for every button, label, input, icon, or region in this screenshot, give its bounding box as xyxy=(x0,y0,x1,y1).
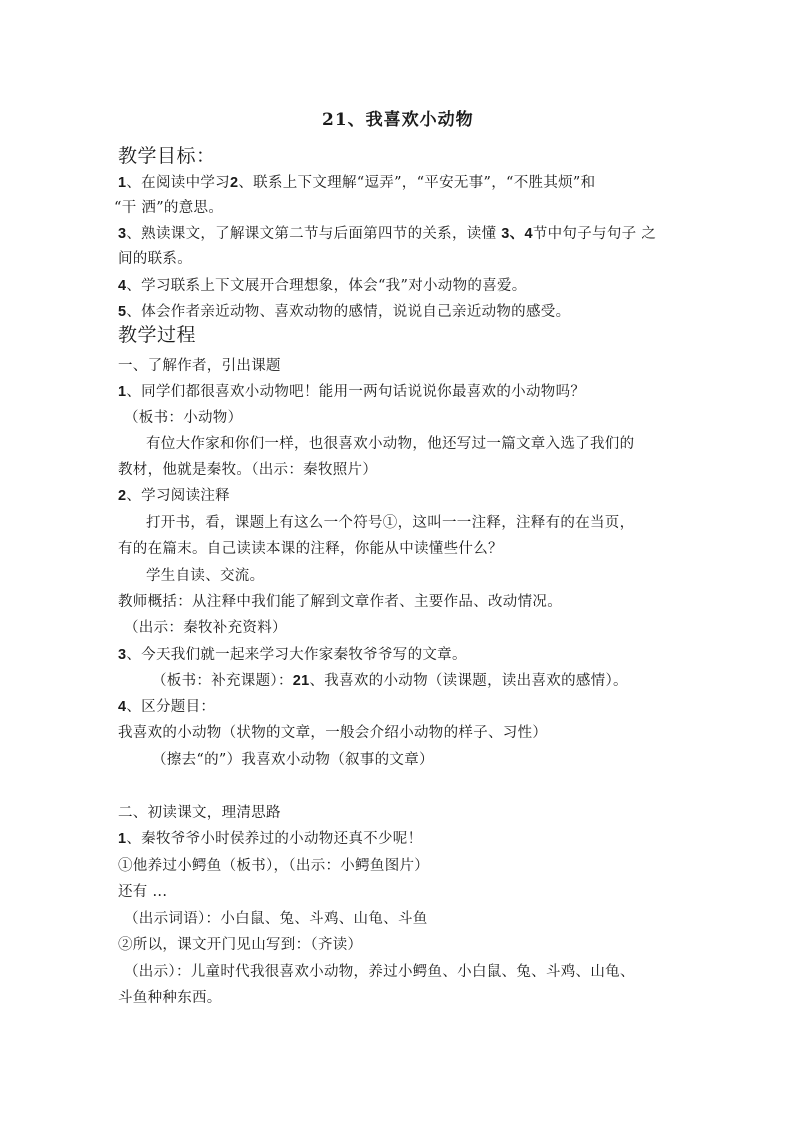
goal-text: 、体会作者亲近动物、喜欢动物的感情，说说自己亲近动物的感受。 xyxy=(126,304,571,320)
step-text: 、今天我们就一起来学习大作家秦牧爷爷写的文章。 xyxy=(126,647,467,663)
step-text: 、同学们都很喜欢小动物吧！能用一两句话说说你最喜欢的小动物吗？ xyxy=(126,384,586,400)
paragraph-line: 斗鱼种种东西。 xyxy=(118,990,222,1006)
goal-text: 、学习联系上下文展开合理想象，体会“我”对小动物的喜爱。 xyxy=(126,278,527,294)
blackboard-note: （板书：小动物） xyxy=(124,410,243,426)
goal-4 xyxy=(118,276,527,296)
goal-3-continued: 间的联系。 xyxy=(118,251,192,267)
section-1-line xyxy=(118,486,230,506)
paragraph-line: 教材，他就是秦牧。（出示：秦牧照片） xyxy=(118,462,378,478)
step-text: 、秦牧爷爷小时侯养过的小动物还真不少呢！ xyxy=(126,831,423,847)
lesson-title: 21、我喜欢小动物 xyxy=(322,110,474,130)
paragraph-line: 教师概括：从注释中我们能了解到文章作者、主要作品、改动情况。 xyxy=(118,594,562,610)
note-text: （板书：补充课题）： xyxy=(152,673,293,689)
goals-heading: 教学目标： xyxy=(118,145,216,167)
paragraph-line: ②所以，课文开门见山写到：（齐读） xyxy=(118,937,363,953)
paragraph-line: 有的在篇末。自己读读本课的注释，你能从中读懂些什么？ xyxy=(118,541,503,557)
paragraph-line: 学生自读、交流。 xyxy=(146,568,265,584)
paragraph-line: 打开书，看，课题上有这么一个符号①，这叫一一注释，注释有的在当页， xyxy=(146,515,635,531)
section-2-title: 二、初读课文，理清思路 xyxy=(118,805,281,821)
display-note: （出示：秦牧补充资料） xyxy=(124,620,287,636)
note-text: 、我喜欢的小动物（读课题，读出喜欢的感情）。 xyxy=(309,673,628,689)
paragraph-line: 有位大作家和你们一样，也很喜欢小动物，他还写过一篇文章入选了我们的 xyxy=(146,436,635,452)
step-number: 1 xyxy=(118,831,127,847)
paragraph-line: （擦去“的”）我喜欢小动物（叙事的文章） xyxy=(152,752,434,768)
step-number: 4 xyxy=(118,699,127,715)
goal-1 xyxy=(118,173,595,193)
display-note: （出示）：儿童时代我很喜欢小动物，养过小鳄鱼、小白鼠、兔、斗鸡、山龟、 xyxy=(124,964,635,980)
section-1-line xyxy=(118,645,467,665)
section-1-title: 一、了解作者，引出课题 xyxy=(118,358,281,374)
section-2-line xyxy=(118,829,422,849)
goal-number: 1 xyxy=(118,175,127,191)
section-1-line xyxy=(118,382,585,402)
goal-number: 4 xyxy=(118,278,127,294)
goal-text: 、熟读课文，了解课文第二节与后面第四节的关系，读懂 xyxy=(126,226,502,242)
goal-5 xyxy=(118,302,570,322)
goal-number: 3 xyxy=(118,226,127,242)
goal-text: 、联系上下文理解“逗弄”，“平安无事”，“不胜其烦”和 xyxy=(238,175,596,191)
paragraph-line: ①他养过小鳄鱼（板书），（出示：小鳄鱼图片） xyxy=(118,858,430,874)
display-note: （出示词语）：小白鼠、兔、斗鸡、山龟、斗鱼 xyxy=(124,911,428,927)
goal-text: 、在阅读中学习 xyxy=(126,175,230,191)
goal-text: 节中句子与句子 之 xyxy=(532,226,657,242)
section-1-line xyxy=(118,697,215,717)
goal-3 xyxy=(118,224,656,244)
goal-number: 5 xyxy=(118,304,127,320)
paragraph-line: 我喜欢的小动物（状物的文章，一般会介绍小动物的样子、习性） xyxy=(118,725,548,741)
paragraph-line: 还有 ... xyxy=(118,884,168,900)
step-number: 2 xyxy=(118,488,127,504)
step-text: 、学习阅读注释 xyxy=(126,488,230,504)
goal-number: 3、4 xyxy=(501,226,533,242)
step-number: 21 xyxy=(292,673,310,689)
blackboard-note xyxy=(152,671,628,691)
step-number: 3 xyxy=(118,647,127,663)
process-heading: 教学过程 xyxy=(118,324,197,346)
goal-number: 2 xyxy=(229,175,239,191)
step-text: 、区分题目： xyxy=(126,699,216,715)
step-number: 1 xyxy=(118,384,127,400)
goal-2-continued: “干 洒”的意思。 xyxy=(114,200,224,216)
